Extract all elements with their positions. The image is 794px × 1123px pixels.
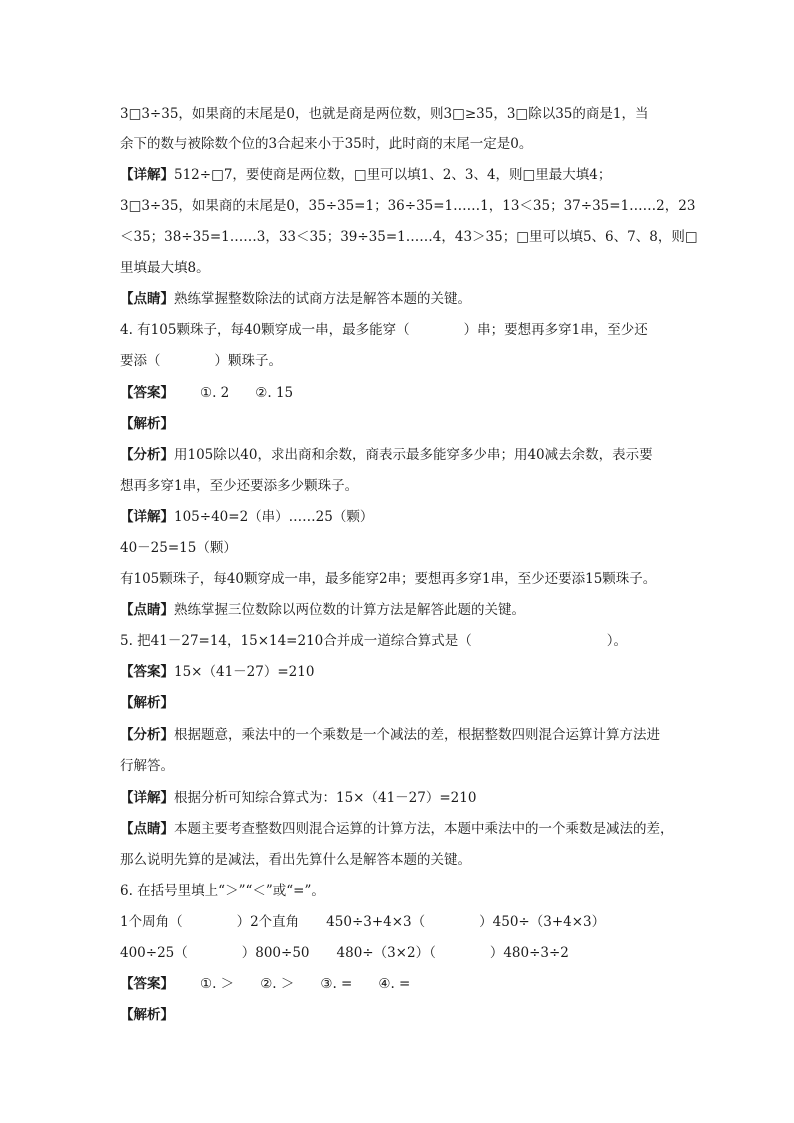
q5-point-line: 那么说明先算的是减法，看出先算什么是解答本题的关键。 <box>120 852 471 868</box>
answer-item: ②. ＞ <box>260 976 295 992</box>
point-label: 【点睛】 <box>120 602 174 618</box>
detail-text: 根据分析可知综合算式为：15×（41－27）=210 <box>174 790 477 806</box>
q3-detail <box>120 166 611 184</box>
text-line: 40－25=15（颗） <box>120 540 237 556</box>
q4-analysis-label: 【解析】 <box>120 416 174 432</box>
q6-analysis-label: 【解析】 <box>120 1007 174 1023</box>
fenxi-label: 【分析】 <box>120 447 174 463</box>
q6-question-line: 6. 在括号里填上“＞”“＜”或“=”。 <box>120 883 325 899</box>
q6-answer <box>120 975 410 993</box>
q4-detail <box>120 508 373 526</box>
q4-answer <box>120 384 293 402</box>
q5-question-line: 5. 把41－27=14，15×14=210合并成一道综合算式是（ ）。 <box>120 633 628 649</box>
answer-item: ②. 15 <box>255 385 294 401</box>
point-label: 【点睛】 <box>120 291 174 307</box>
point-label: 【点睛】 <box>120 821 174 837</box>
text-line: 里填最大填8。 <box>120 260 210 276</box>
q5-answer <box>120 663 314 681</box>
q4-fenxi-line: 想再多穿1串，至少还要添多少颗珠子。 <box>120 478 359 494</box>
fenxi-text: 根据题意，乘法中的一个乘数是一个减法的差，根据整数四则混合运算计算方法进 <box>174 727 660 743</box>
q5-detail <box>120 789 476 807</box>
answer-text: 15×（41－27）=210 <box>174 664 315 680</box>
q5-analysis-label: 【解析】 <box>120 695 174 711</box>
answer-item: ①. ＞ <box>200 976 235 992</box>
q6-row: 1个周角（ ）2个直角 450÷3+4×3（ ）450÷（3+4×3） <box>120 914 606 930</box>
answer-item: ④. = <box>378 976 411 992</box>
q4-question-line: 4. 有105颗珠子，每40颗穿成一串，最多能穿（ ）串；要想再多穿1串，至少还 <box>120 322 648 338</box>
q3-point <box>120 290 471 308</box>
q5-fenxi-line: 行解答。 <box>120 758 174 774</box>
text-line: 有105颗珠子，每40颗穿成一串，最多能穿2串；要想再多穿1串，至少还要添15颗珠子。 <box>120 571 657 587</box>
q4-question-line: 要添（ ）颗珠子。 <box>120 353 282 369</box>
detail-text: 512÷□7，要使商是两位数，□里可以填1、2、3、4，则□里最大填4； <box>174 167 612 183</box>
point-text: 本题主要考查整数四则混合运算的计算方法，本题中乘法中的一个乘数是减法的差， <box>174 821 674 837</box>
answer-item: ①. 2 <box>200 385 230 401</box>
fenxi-label: 【分析】 <box>120 727 174 743</box>
text-line: 余下的数与被除数个位的3合起来小于35时，此时商的末尾一定是0。 <box>120 136 533 152</box>
detail-label: 【详解】 <box>120 167 174 183</box>
answer-label: 【答案】 <box>120 976 174 992</box>
text-line: 3□3÷35，如果商的末尾是0，35÷35=1；36÷35=1……1，13＜35；37÷35=1……2，23 <box>120 198 696 214</box>
answer-label: 【答案】 <box>120 664 174 680</box>
answer-label: 【答案】 <box>120 385 174 401</box>
q5-fenxi <box>120 726 660 744</box>
q4-fenxi <box>120 446 653 464</box>
point-text: 熟练掌握整数除法的试商方法是解答本题的关键。 <box>174 291 471 307</box>
text-line: 3□3÷35，如果商的末尾是0，也就是商是两位数，则3□≥35，3□除以35的商是1，当 <box>120 106 649 122</box>
q5-point <box>120 820 674 838</box>
detail-text: 105÷40=2（串）……25（颗） <box>174 509 374 525</box>
q4-point <box>120 601 525 619</box>
detail-label: 【详解】 <box>120 790 174 806</box>
detail-label: 【详解】 <box>120 509 174 525</box>
q6-row: 400÷25（ ）800÷50 480÷（3×2）（ ）480÷3÷2 <box>120 945 569 961</box>
text-line: ＜35；38÷35=1……3，33＜35；39÷35=1……4，43＞35；□里可以填5、6、7、8，则□ <box>120 229 698 245</box>
fenxi-text: 用105除以40，求出商和余数，商表示最多能穿多少串；用40减去余数，表示要 <box>174 447 653 463</box>
answer-item: ③. = <box>320 976 353 992</box>
point-text: 熟练掌握三位数除以两位数的计算方法是解答此题的关键。 <box>174 602 525 618</box>
